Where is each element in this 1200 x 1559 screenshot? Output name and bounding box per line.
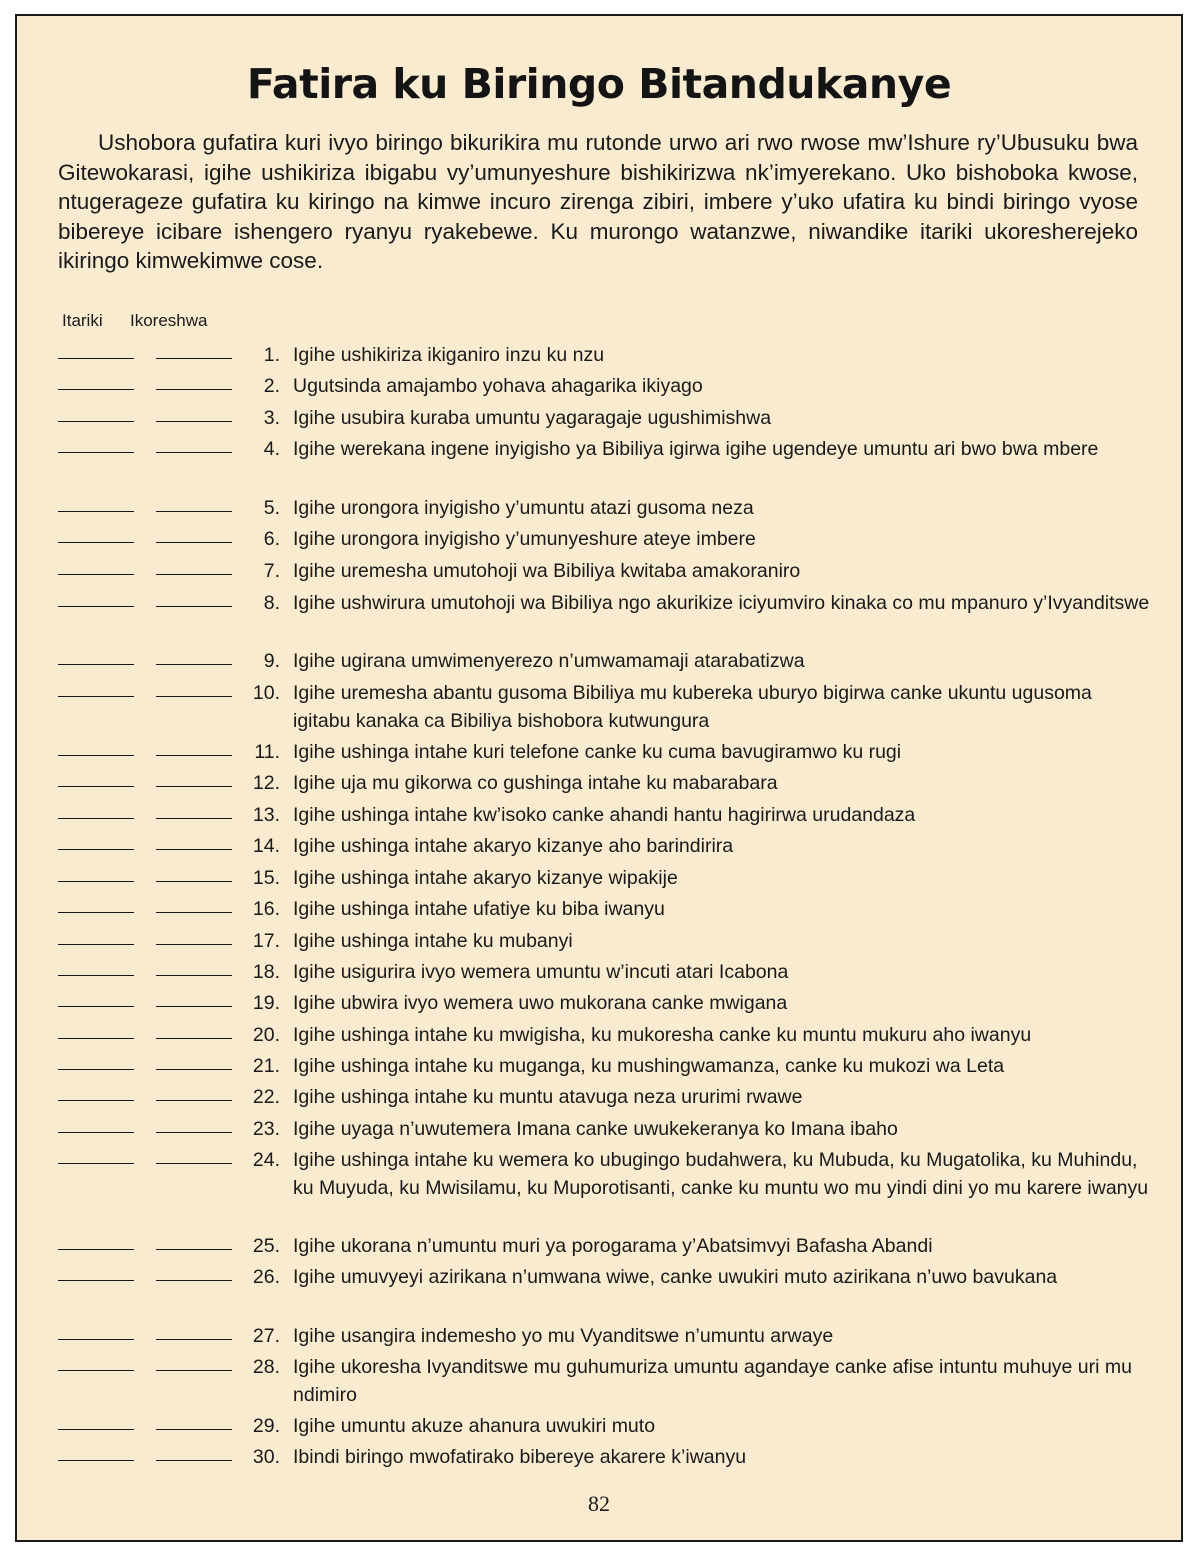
item-number: 28. (252, 1356, 280, 1378)
date-blank-line[interactable] (58, 1006, 134, 1007)
date-blank-line[interactable] (58, 421, 134, 422)
used-blank-line[interactable] (156, 849, 232, 850)
date-blank-line[interactable] (58, 975, 134, 976)
item-number: 20. (252, 1024, 280, 1046)
item-number: 21. (252, 1055, 280, 1077)
list-item (17, 769, 1185, 797)
item-text: Igihe ushinga intahe akaryo kizanye wipakije (293, 867, 678, 889)
item-text: Igihe ushinga intahe kuri telefone canke ku cuma bavugiramwo ku rugi (293, 741, 902, 763)
list-item (17, 989, 1185, 1017)
item-number: 17. (252, 930, 280, 952)
date-blank-line[interactable] (58, 912, 134, 913)
used-blank-line[interactable] (156, 1038, 232, 1039)
item-text: Igihe ukoresha Ivyanditswe mu guhumuriza umuntu agandaye canke afise intuntu muhuye uri mu ndimiro (293, 1356, 1132, 1406)
item-text: Igihe ushikiriza ikiganiro inzu ku nzu (293, 344, 605, 366)
column-header-date: Itariki (62, 311, 103, 330)
item-text: Igihe usubira kuraba umuntu yagaragaje ugushimishwa (293, 407, 772, 429)
date-blank-line[interactable] (58, 574, 134, 575)
used-blank-line[interactable] (156, 1100, 232, 1101)
date-blank-line[interactable] (58, 786, 134, 787)
item-text: Igihe ushinga intahe ku mubanyi (293, 930, 573, 952)
intro-paragraph: Ushobora gufatira kuri ivyo biringo bikurikira mu rutonde urwo ari rwo rwose mw’Ishure ry’Ubusuku bwa Gitewokarasi, igihe ushikiriza ibigabu vy’umunyeshure bishikirizwa nk’imyerekano. Uko bishoboka kwose, ntugerageze gufatira ku kiringo na kimwe incuro zirenga zibiri, imbere y’uko ufatira ku bindi biringo vyose bibereye icibare ishengero ryanyu ryakebewe. Ku murongo watanzwe, niwandike itariki ukoresherejeko ikiringo kimwekimwe cose. (58, 130, 1138, 273)
list-item (17, 679, 1185, 732)
list-item (17, 801, 1185, 829)
used-blank-line[interactable] (156, 389, 232, 390)
date-blank-line[interactable] (58, 452, 134, 453)
used-blank-line[interactable] (156, 912, 232, 913)
list-item (17, 832, 1185, 860)
used-blank-line[interactable] (156, 696, 232, 697)
used-blank-line[interactable] (156, 1132, 232, 1133)
date-blank-line[interactable] (58, 358, 134, 359)
used-blank-line[interactable] (156, 881, 232, 882)
used-blank-line[interactable] (156, 1460, 232, 1461)
item-number: 24. (252, 1149, 280, 1171)
item-number: 26. (252, 1266, 280, 1288)
list-item (17, 738, 1185, 766)
list-item (17, 927, 1185, 955)
date-blank-line[interactable] (58, 1038, 134, 1039)
item-number: 8. (263, 592, 280, 614)
date-blank-line[interactable] (58, 1163, 134, 1164)
item-text: Igihe umuvyeyi azirikana n’umwana wiwe, canke uwukiri muto azirikana n’uwo bavukana (293, 1266, 1058, 1288)
item-text: Igihe ushinga intahe kw’isoko canke ahandi hantu hagirirwa urudandaza (293, 804, 916, 826)
item-number: 23. (252, 1118, 280, 1140)
item-text: Igihe ushinga intahe ufatiye ku biba iwanyu (293, 898, 665, 920)
item-number: 14. (252, 835, 280, 857)
item-text: Igihe uyaga n’uwutemera Imana canke uwukekeranya ko Imana ibaho (293, 1118, 898, 1140)
list-item (17, 1412, 1185, 1440)
list-item (17, 1443, 1185, 1471)
list-item (17, 494, 1185, 522)
item-text: Igihe ushwirura umutohoji wa Bibiliya ngo akurikize iciyumviro kinaka co mu mpanuro y’Ivyanditswe (293, 592, 1150, 614)
date-blank-line[interactable] (58, 1249, 134, 1250)
list-item (17, 958, 1185, 986)
item-text: Igihe usigurira ivyo wemera umuntu w’incuti atari Icabona (293, 961, 789, 983)
date-blank-line[interactable] (58, 1132, 134, 1133)
item-number: 6. (263, 528, 280, 550)
used-blank-line[interactable] (156, 421, 232, 422)
list-item (17, 1021, 1185, 1049)
list-item (17, 1052, 1185, 1080)
used-blank-line[interactable] (156, 664, 232, 665)
list-item (17, 1353, 1185, 1406)
item-number: 7. (263, 560, 280, 582)
date-blank-line[interactable] (58, 542, 134, 543)
list-item (17, 895, 1185, 923)
list-item (17, 525, 1185, 553)
used-blank-line[interactable] (156, 1370, 232, 1371)
item-number: 5. (263, 497, 280, 519)
list-item (17, 1263, 1185, 1291)
used-blank-line[interactable] (156, 574, 232, 575)
item-text: Igihe ubwira ivyo wemera uwo mukorana canke mwigana (293, 992, 788, 1014)
list-item (17, 557, 1185, 585)
item-text: Igihe ushinga intahe ku wemera ko ubugingo budahwera, ku Mubuda, ku Mugatolika, ku Muhindu, ku Muyuda, ku Mwisilamu, ku Muporotisanti, canke ku muntu wo mu yindi dini yo mu karere iwanyu (293, 1149, 1149, 1199)
date-blank-line[interactable] (58, 389, 134, 390)
page-number: 82 (588, 1491, 610, 1516)
item-text: Igihe urongora inyigisho y’umunyeshure ateye imbere (293, 528, 756, 550)
item-number: 13. (252, 804, 280, 826)
item-number: 10. (252, 682, 280, 704)
list-item (17, 589, 1185, 617)
item-text: Igihe umuntu akuze ahanura uwukiri muto (293, 1415, 656, 1437)
item-text: Ibindi biringo mwofatirako bibereye akarere k’iwanyu (293, 1446, 747, 1468)
item-number: 4. (263, 438, 280, 460)
item-number: 22. (252, 1086, 280, 1108)
used-blank-line[interactable] (156, 1339, 232, 1340)
used-blank-line[interactable] (156, 606, 232, 607)
column-header-used: Ikoreshwa (130, 311, 208, 330)
used-blank-line[interactable] (156, 786, 232, 787)
item-text: Igihe ugirana umwimenyerezo n’umwamamaji atarabatizwa (293, 650, 805, 672)
item-number: 29. (252, 1415, 280, 1437)
list-item (17, 404, 1185, 432)
item-number: 27. (252, 1325, 280, 1347)
item-text: Igihe ukorana n’umuntu muri ya porogarama y’Abatsimvyi Bafasha Abandi (293, 1235, 933, 1257)
used-blank-line[interactable] (156, 1163, 232, 1164)
item-number: 19. (252, 992, 280, 1014)
used-blank-line[interactable] (156, 1249, 232, 1250)
list-item (17, 1083, 1185, 1111)
date-blank-line[interactable] (58, 849, 134, 850)
item-number: 18. (252, 961, 280, 983)
item-text: Igihe uremesha umutohoji wa Bibiliya kwitaba amakoraniro (293, 560, 801, 582)
item-text: Igihe ushinga intahe ku muntu atavuga neza ururimi rwawe (293, 1086, 803, 1108)
list-item (17, 372, 1185, 400)
date-blank-line[interactable] (58, 881, 134, 882)
list-item (17, 864, 1185, 892)
page-title: Fatira ku Biringo Bitandukanye (246, 60, 952, 108)
date-blank-line[interactable] (58, 1429, 134, 1430)
list-item (17, 647, 1185, 675)
date-blank-line[interactable] (58, 1370, 134, 1371)
item-number: 1. (263, 344, 280, 366)
used-blank-line[interactable] (156, 975, 232, 976)
item-text: Igihe usangira indemesho yo mu Vyanditswe n’umuntu arwaye (293, 1325, 834, 1347)
date-blank-line[interactable] (58, 1460, 134, 1461)
item-text: Igihe ushinga intahe ku muganga, ku mushingwamanza, canke ku mukozi wa Leta (293, 1055, 1005, 1077)
page-frame (15, 14, 1183, 1542)
used-blank-line[interactable] (156, 511, 232, 512)
list-item (17, 1232, 1185, 1260)
item-text: Igihe werekana ingene inyigisho ya Bibiliya igirwa igihe ugendeye umuntu ari bwo bwa mbere (293, 438, 1099, 460)
item-number: 16. (252, 898, 280, 920)
item-number: 9. (263, 650, 280, 672)
date-blank-line[interactable] (58, 1069, 134, 1070)
item-number: 25. (252, 1235, 280, 1257)
list-item (17, 1115, 1185, 1143)
list-item (17, 435, 1185, 463)
date-blank-line[interactable] (58, 606, 134, 607)
used-blank-line[interactable] (156, 452, 232, 453)
item-number: 11. (254, 741, 280, 763)
used-blank-line[interactable] (156, 1280, 232, 1281)
used-blank-line[interactable] (156, 1429, 232, 1430)
item-text: Igihe urongora inyigisho y’umuntu atazi gusoma neza (293, 497, 754, 519)
item-text: Igihe ushinga intahe akaryo kizanye aho barindirira (293, 835, 734, 857)
item-number: 12. (252, 772, 280, 794)
list-item (17, 1146, 1185, 1199)
date-blank-line[interactable] (58, 818, 134, 819)
date-blank-line[interactable] (58, 511, 134, 512)
used-blank-line[interactable] (156, 542, 232, 543)
used-blank-line[interactable] (156, 358, 232, 359)
used-blank-line[interactable] (156, 818, 232, 819)
used-blank-line[interactable] (156, 1006, 232, 1007)
used-blank-line[interactable] (156, 944, 232, 945)
date-blank-line[interactable] (58, 944, 134, 945)
item-text: Ugutsinda amajambo yohava ahagarika ikiyago (293, 375, 703, 397)
item-number: 2. (263, 375, 280, 397)
used-blank-line[interactable] (156, 755, 232, 756)
date-blank-line[interactable] (58, 1339, 134, 1340)
item-number: 15. (252, 867, 280, 889)
date-blank-line[interactable] (58, 664, 134, 665)
date-blank-line[interactable] (58, 1100, 134, 1101)
item-text: Igihe uja mu gikorwa co gushinga intahe ku mabarabara (293, 772, 778, 794)
date-blank-line[interactable] (58, 1280, 134, 1281)
date-blank-line[interactable] (58, 696, 134, 697)
item-number: 30. (252, 1446, 280, 1468)
used-blank-line[interactable] (156, 1069, 232, 1070)
list-item (17, 1322, 1185, 1350)
date-blank-line[interactable] (58, 755, 134, 756)
item-number: 3. (263, 407, 280, 429)
item-text: Igihe uremesha abantu gusoma Bibiliya mu kubereka uburyo bigirwa canke ukuntu ugusoma igitabu kanaka ca Bibiliya bishobora kutwungura (293, 682, 1092, 732)
list-item (17, 341, 1185, 369)
item-text: Igihe ushinga intahe ku mwigisha, ku mukoresha canke ku muntu mukuru aho iwanyu (293, 1024, 1032, 1046)
